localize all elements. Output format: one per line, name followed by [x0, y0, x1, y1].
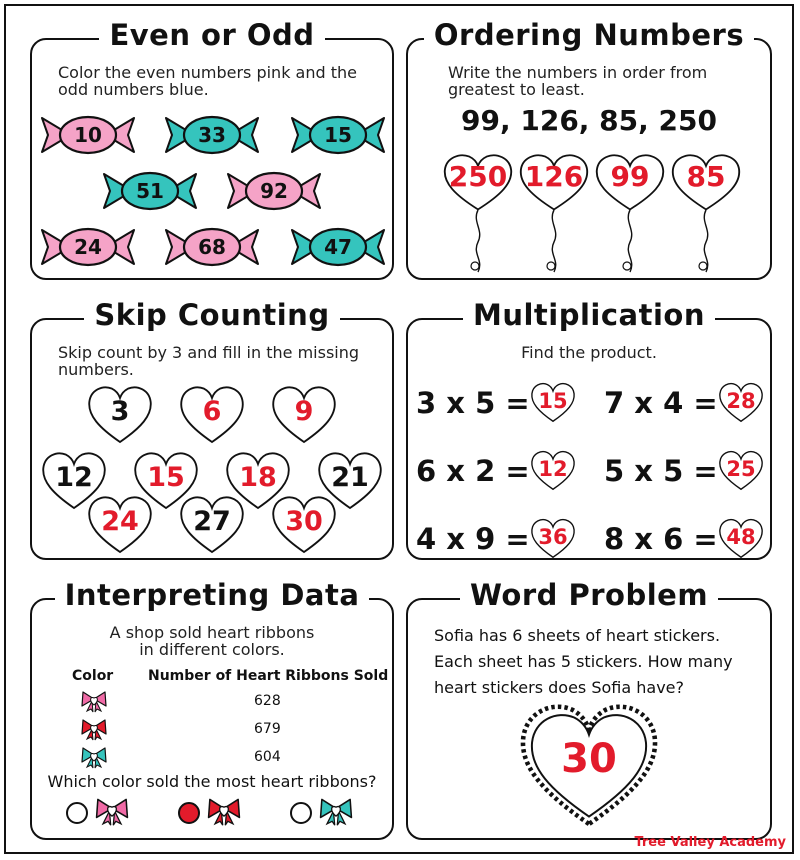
mult-answer: 36 — [538, 525, 568, 549]
choice-ribbon-icon — [94, 796, 130, 826]
skip-heart — [264, 492, 344, 556]
panel-even-odd — [30, 18, 394, 280]
panel-title-skip: Skip Counting — [84, 298, 339, 332]
instruction-skip: Skip count by 3 and fill in the missing numbers. — [58, 343, 360, 379]
balloon-answer: 126 — [524, 160, 584, 193]
lace-heart — [512, 698, 666, 830]
candy-number: 10 — [74, 123, 102, 147]
ribbon-icon — [80, 718, 108, 740]
word-problem-answer: 30 — [561, 736, 617, 782]
skip-number: 15 — [147, 462, 185, 493]
word-problem-line-2: Each sheet has 5 stickers. How many — [434, 652, 733, 671]
panel-interpreting-data — [30, 578, 394, 840]
ribbon-count: 679 — [254, 721, 281, 737]
mult-expression: 4 x 9 = — [416, 522, 530, 556]
candy-number: 24 — [74, 235, 102, 259]
candy[interactable] — [290, 226, 386, 268]
mult-answer: 12 — [538, 457, 568, 481]
mult-answer: 28 — [726, 389, 756, 413]
panel-title-ordering: Ordering Numbers — [424, 18, 754, 52]
skip-number: 18 — [239, 462, 277, 493]
ribbon-count: 604 — [254, 749, 281, 765]
panel-multiplication — [406, 298, 772, 560]
skip-number: 12 — [55, 462, 93, 493]
candy-number: 92 — [260, 179, 288, 203]
answer-radio[interactable] — [66, 802, 88, 824]
candy[interactable] — [164, 114, 260, 156]
panel-ordering — [406, 18, 772, 280]
mult-answer: 15 — [538, 389, 568, 413]
word-problem-line-1: Sofia has 6 sheets of heart stickers. — [434, 626, 721, 645]
mult-expression: 6 x 2 = — [416, 454, 530, 488]
skip-heart — [264, 382, 344, 446]
balloon-heart — [442, 150, 514, 280]
mult-answer-heart — [526, 448, 580, 492]
panel-skip-counting — [30, 298, 394, 560]
mult-expression: 3 x 5 = — [416, 386, 530, 420]
column-header-color: Color — [72, 668, 114, 684]
balloon-answer: 85 — [686, 160, 726, 193]
instruction-even-odd: Color the even numbers pink and the odd numbers blue. — [58, 63, 357, 99]
mult-answer-heart — [526, 516, 580, 560]
skip-heart — [172, 492, 252, 556]
balloon-heart — [594, 150, 666, 280]
answer-radio[interactable] — [178, 802, 200, 824]
mult-answer-heart — [714, 380, 768, 424]
mult-expression: 7 x 4 = — [604, 386, 718, 420]
skip-heart — [172, 382, 252, 446]
choice-ribbon-icon — [318, 796, 354, 826]
skip-number: 21 — [331, 462, 369, 493]
mult-expression: 8 x 6 = — [604, 522, 718, 556]
candy[interactable] — [40, 226, 136, 268]
panel-title-data: Interpreting Data — [55, 578, 370, 612]
candy-number: 47 — [324, 235, 352, 259]
skip-heart — [80, 492, 160, 556]
balloon-answer: 99 — [610, 160, 650, 193]
ribbon-icon — [80, 690, 108, 712]
panel-title-word: Word Problem — [460, 578, 718, 612]
instruction-mult: Find the product. — [521, 343, 657, 362]
candy-number: 33 — [198, 123, 226, 147]
data-question: Which color sold the most heart ribbons? — [47, 772, 377, 791]
panel-word-problem — [406, 578, 772, 840]
ribbon-count: 628 — [254, 693, 281, 709]
skip-heart — [80, 382, 160, 446]
candy[interactable] — [40, 114, 136, 156]
choice-ribbon-icon — [206, 796, 242, 826]
column-header-count: Number of Heart Ribbons Sold — [148, 668, 389, 684]
numbers-to-order: 99, 126, 85, 250 — [461, 104, 717, 137]
panel-title-mult: Multiplication — [463, 298, 715, 332]
skip-number: 9 — [294, 396, 314, 427]
instruction-data: A shop sold heart ribbons in different colors. — [109, 623, 315, 659]
candy[interactable] — [164, 226, 260, 268]
skip-number: 3 — [110, 396, 130, 427]
candy[interactable] — [102, 170, 198, 212]
balloon-heart — [518, 150, 590, 280]
mult-answer-heart — [714, 448, 768, 492]
candy-number: 51 — [136, 179, 164, 203]
mult-answer-heart — [526, 380, 580, 424]
skip-number: 27 — [193, 506, 231, 537]
instruction-ordering: Write the numbers in order from greatest to least. — [448, 63, 708, 99]
ribbon-icon — [80, 746, 108, 768]
skip-number: 30 — [285, 506, 323, 537]
answer-radio[interactable] — [290, 802, 312, 824]
word-problem-line-3: heart stickers does Sofia have? — [434, 678, 684, 697]
mult-expression: 5 x 5 = — [604, 454, 718, 488]
footer-brand: Tree Valley Academy — [634, 835, 786, 850]
mult-answer-heart — [714, 516, 768, 560]
candy[interactable] — [226, 170, 322, 212]
candy[interactable] — [290, 114, 386, 156]
skip-number: 6 — [202, 396, 222, 427]
mult-answer: 25 — [726, 457, 756, 481]
panel-title-even-odd: Even or Odd — [99, 18, 324, 52]
mult-answer: 48 — [726, 525, 756, 549]
skip-number: 24 — [101, 506, 139, 537]
balloon-answer: 250 — [448, 160, 508, 193]
balloon-heart — [670, 150, 742, 280]
candy-number: 15 — [324, 123, 352, 147]
candy-number: 68 — [198, 235, 226, 259]
